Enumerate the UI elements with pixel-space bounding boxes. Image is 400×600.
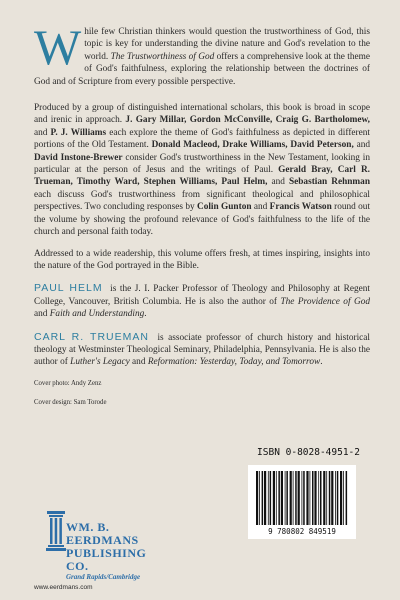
barcode-stripe [346,471,348,525]
intro-text-end: offers a comprehensive look at the theme of God's faithfulness, exploring the relationship between the doctrines of God and of Scripture from every possible perspective. [34,51,371,87]
barcode-stripe [314,471,316,525]
text-segment: and [129,357,148,368]
barcode-stripe [323,471,325,525]
barcode-stripe [329,471,331,525]
publisher-line-2: PUBLISHING CO. [66,546,147,573]
publisher-area [34,447,370,595]
bio-name: PAUL HELM [34,282,103,295]
barcode [248,465,356,539]
cover-credits [34,379,370,407]
bio-paul-helm [34,282,370,320]
intro-paragraph [34,19,371,88]
barcode-stripe [310,471,311,525]
publisher-name [66,521,162,582]
isbn: ISBN 0-8028-4951-2 [257,447,360,458]
author-names: Donald Macleod, Drake Williams, David Peterson, [151,140,354,151]
bio-name: CARL R. TRUEMAN [34,330,149,343]
text-segment: Produced by a group of distinguished international scholars, this book is broad in scope and irenic in approach. [34,103,370,126]
intro-text: hile few Christian thinkers would question the trustworthiness of God, this topic is key for understanding the divine nature and God's revelation to the world. [84,27,370,62]
book-title: Faith and Understanding [49,309,145,320]
barcode-stripe [306,471,308,525]
barcode-stripe [331,471,333,525]
barcode-stripes [256,471,347,525]
book-title: The Providence of God [280,296,370,307]
barcode-stripe [278,471,280,525]
barcode-stripe [326,471,327,525]
barcode-stripe [318,471,319,525]
text-segment: each explore the theme of God's faithfulness as depicted in different portions of the Old Testament. [34,127,370,151]
publisher-line-1: WM. B. EERDMANS [66,520,139,547]
publisher-location: Grand Rapids/Cambridge [66,573,141,581]
barcode-stripe [268,471,269,525]
author-names: Francis Watson [269,202,332,213]
book-title: Luther's Legacy [70,357,130,368]
book-title: The Trustworthiness of God [110,51,215,62]
barcode-stripe [259,471,260,525]
barcode-stripe [290,471,292,525]
bio-carl-trueman [34,331,370,369]
barcode-stripe [320,471,322,525]
drop-cap: W [34,19,82,75]
text-segment: each discuss God's trustworthiness from significant theological and philosophical perspectives. Two concluding responses by [34,189,370,213]
barcode-stripe [335,471,336,525]
barcode-stripe [343,471,344,525]
cover-design-credit: Cover design: Sam Torode [34,398,107,406]
barcode-stripe [337,471,339,525]
readership-paragraph: Addressed to a wide readership, this volume offers fresh, at times inspiring, insights into the nature of the God portrayed in the Bible. [34,248,370,271]
text-segment: and [353,140,370,151]
author-names: Sebastian Rehnman [288,177,370,188]
text-segment: is associate professor of church history and historical theology at Westminster Theological Seminary, Philadelphia, Pennsylvania. He is also the author of [34,332,370,368]
author-names: Colin Gunton [196,202,252,213]
text-segment: is the J. I. Packer Professor of Theology and Philosophy at Regent College, Vancouver, British Columbia. He is also the author of [34,284,370,307]
barcode-stripe [285,471,286,525]
cover-photo-credit: Cover photo: Andy Zenz [34,379,102,387]
text-segment: consider God's trustworthiness in the New Testament, looking in particular at the person of Jesus and the writings of Paul. [34,152,370,176]
publisher-logo [44,509,162,579]
text-segment: and [34,127,51,138]
barcode-stripe [312,471,314,525]
barcode-stripe [295,471,297,525]
text-segment: . [320,357,323,368]
barcode-stripe [276,471,277,525]
text-segment: and [251,202,270,213]
contributors-paragraph [34,102,370,238]
barcode-number: 9 780802 849519 [268,527,336,536]
text-segment: round out the volume by showing the profound relevance of God's faithfulness to the life of the church and personal faith today. [34,202,371,238]
barcode-stripe [302,471,303,525]
column-icon [46,509,66,551]
barcode-stripe [256,471,258,525]
barcode-stripe [303,471,305,525]
barcode-stripe [281,471,283,525]
author-names: Gerald Bray, Carl R. Trueman, Timothy Ward, Stephen Williams, Paul Helm, [34,165,371,188]
barcode-stripe [298,471,300,525]
author-names: J. Gary Millar, Gordon McConville, Craig G. Bartholomew, [125,115,370,126]
barcode-stripe [270,471,272,525]
barcode-stripe [286,471,288,525]
barcode-stripe [293,471,294,525]
barcode-stripe [264,471,266,525]
barcode-stripe [273,471,275,525]
text-segment: . [144,309,147,320]
author-names: P. J. Williams [50,127,107,138]
barcode-stripe [340,471,342,525]
text-segment: and [34,309,50,320]
text-segment: and [267,177,289,188]
publisher-website: www.eerdmans.com [34,584,93,591]
book-title: Reformation: Yesterday, Today, and Tomorrow [147,357,321,368]
author-names: David Instone-Brewer [34,152,123,163]
cover-text [34,19,371,417]
barcode-stripe [262,471,264,525]
